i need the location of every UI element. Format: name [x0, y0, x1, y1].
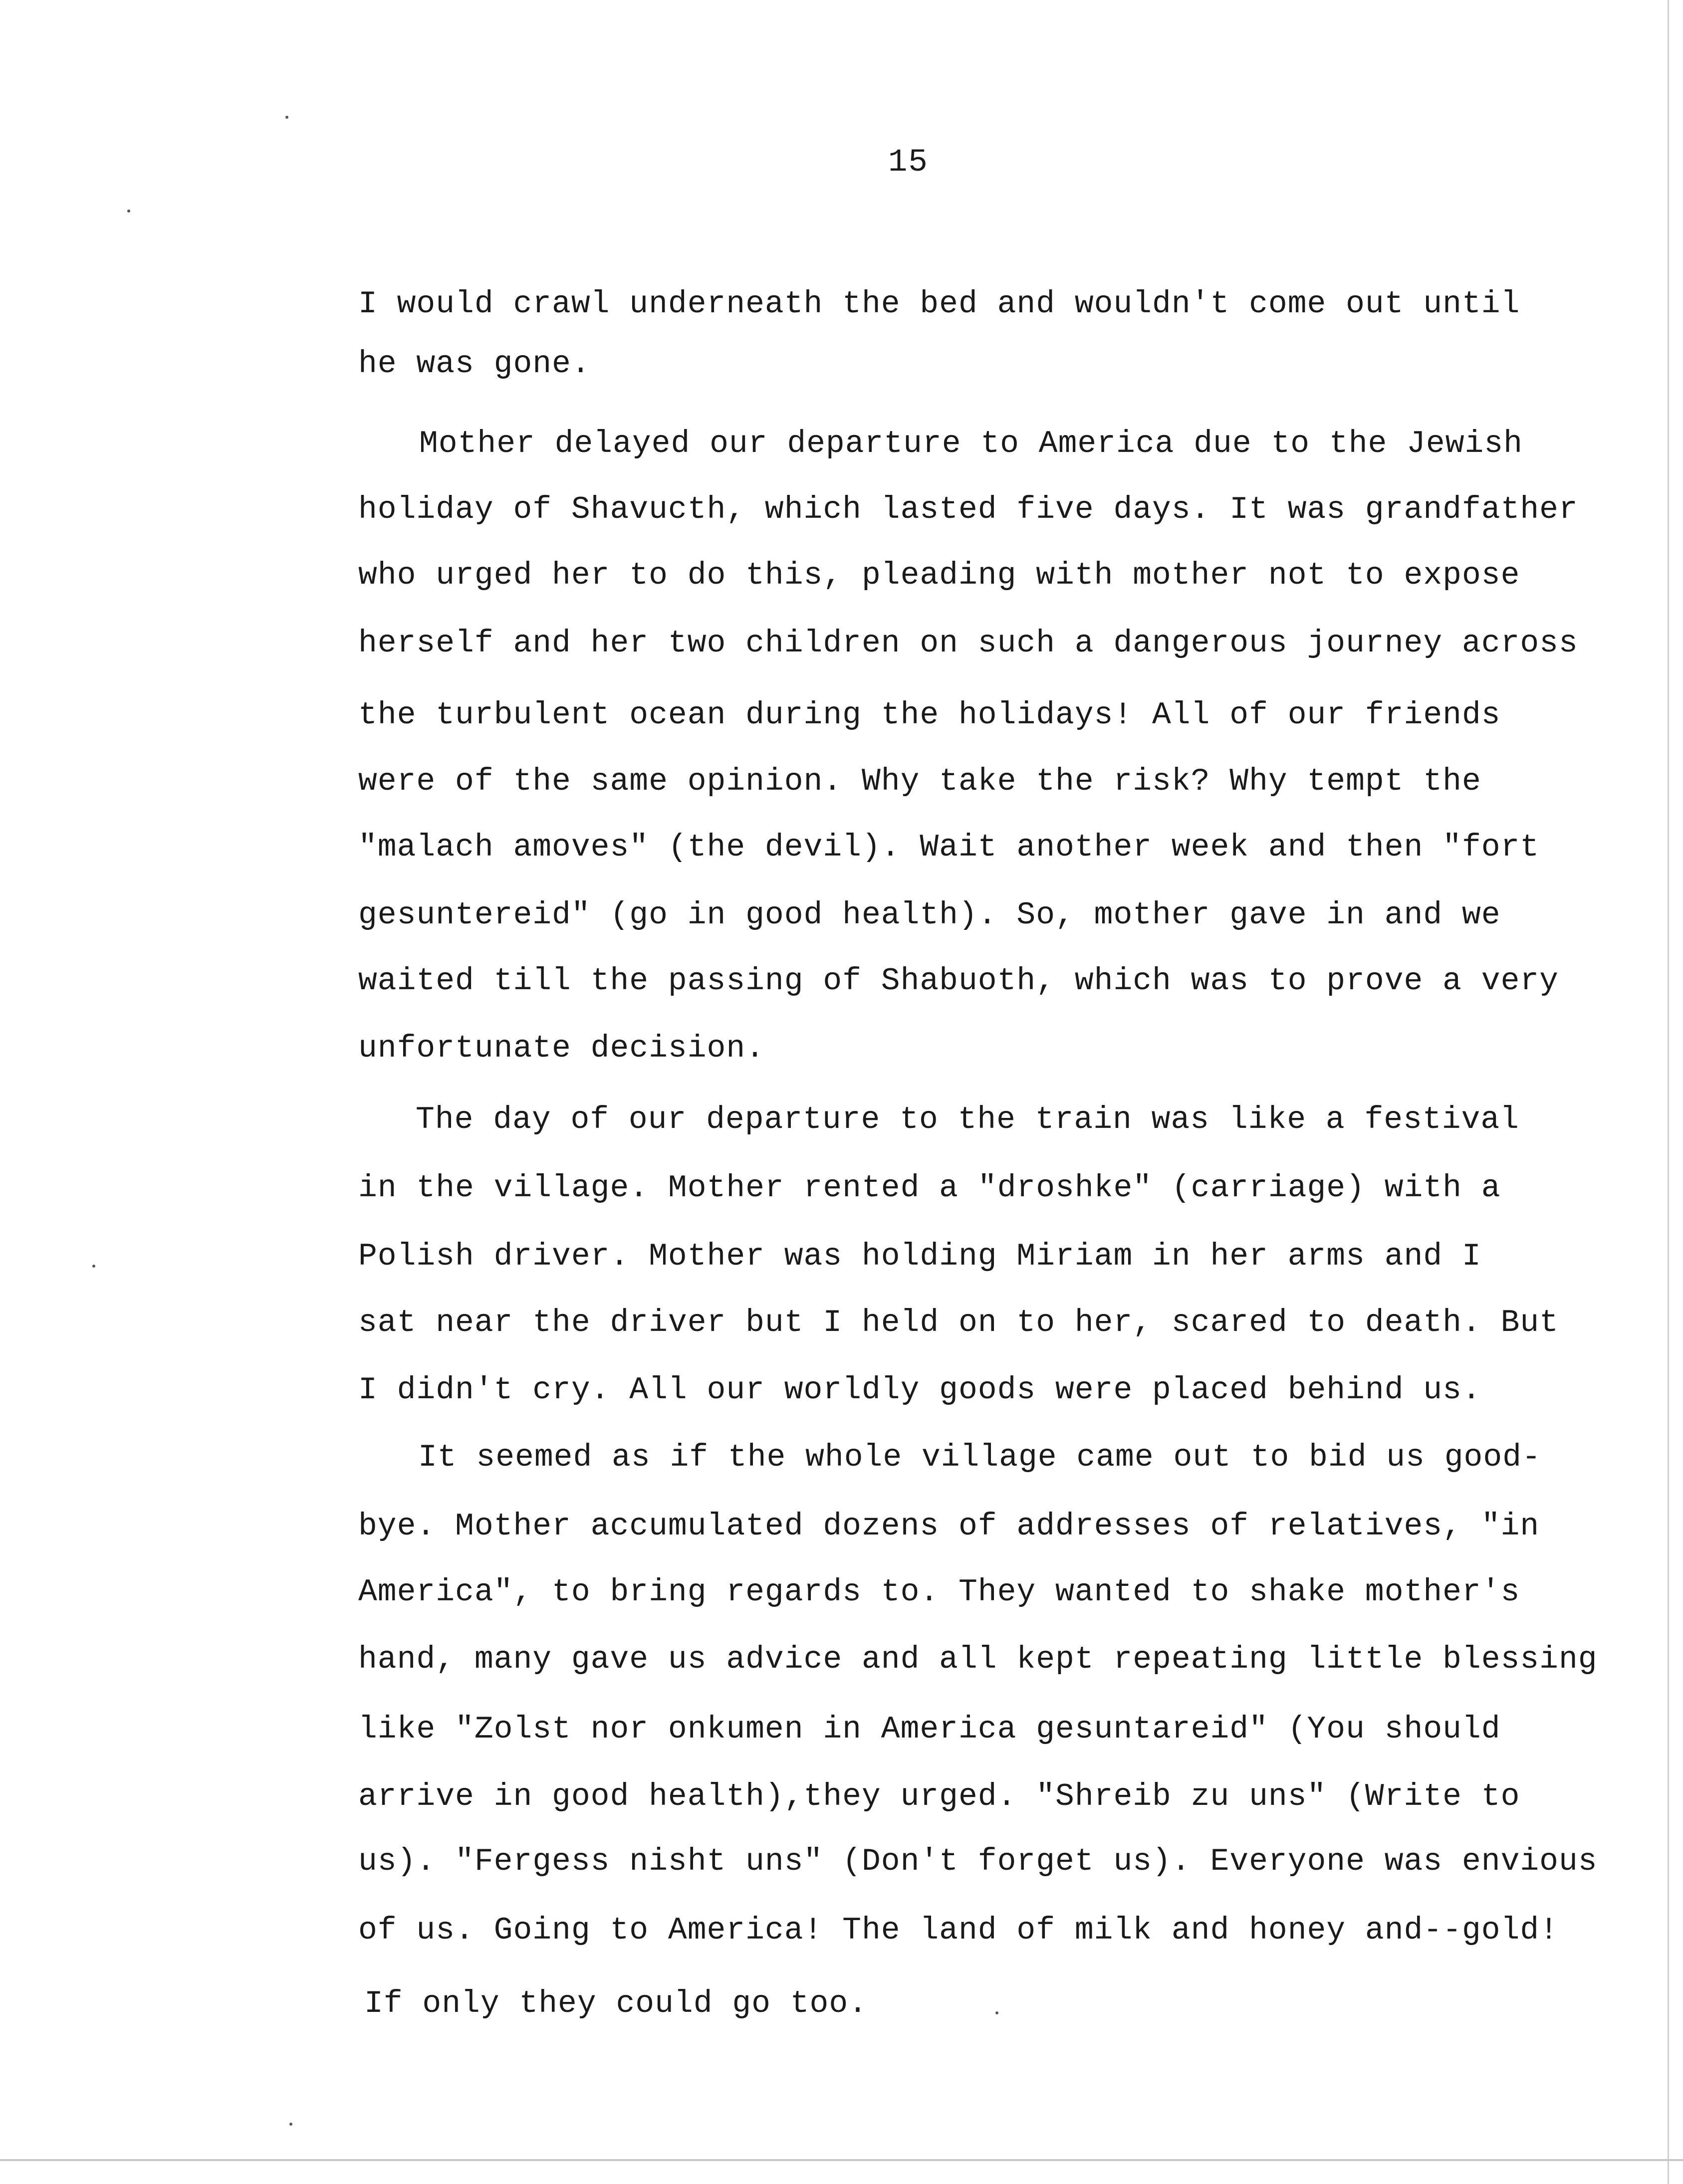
margin-speck: [92, 1265, 95, 1268]
margin-speck: [285, 116, 288, 119]
text-line: us). "Fergess nisht uns" (Don't forget us). Everyone was envious: [358, 1844, 1598, 1879]
text-line: hand, many gave us advice and all kept repeating little blessing: [358, 1642, 1598, 1677]
text-line: gesuntereid" (go in good health). So, mother gave in and we: [358, 897, 1501, 933]
page-bottom-edge: [0, 2159, 1683, 2161]
text-line: who urged her to do this, pleading with mother not to expose: [358, 558, 1520, 593]
text-line: I would crawl underneath the bed and wouldn't come out until: [358, 286, 1520, 322]
margin-speck: [289, 2123, 292, 2126]
text-line: in the village. Mother rented a "droshke" (carriage) with a: [358, 1170, 1501, 1206]
text-line: If only they could go too.: [364, 1986, 868, 2021]
text-line: The day of our departure to the train was like a festival: [416, 1102, 1519, 1137]
text-line: bye. Mother accumulated dozens of addresses of relatives, "in: [358, 1509, 1540, 1544]
text-line: the turbulent ocean during the holidays! All of our friends: [358, 697, 1501, 733]
text-line: arrive in good health),they urged. "Shreib zu uns" (Write to: [358, 1779, 1520, 1814]
text-line: of us. Going to America! The land of milk and honey and--gold!: [358, 1913, 1559, 1948]
text-line: "malach amoves" (the devil). Wait another week and then "fort: [358, 830, 1540, 865]
text-line: waited till the passing of Shabuoth, which was to prove a very: [358, 963, 1559, 999]
page-right-edge: [1668, 0, 1669, 2184]
text-line: America", to bring regards to. They wanted to shake mother's: [358, 1574, 1520, 1610]
margin-speck: [995, 2011, 998, 2014]
page-number: 15: [888, 145, 929, 181]
margin-speck: [127, 210, 130, 213]
text-line: Polish driver. Mother was holding Miriam in her arms and I: [358, 1239, 1481, 1274]
text-line: sat near the driver but I held on to her, scared to death. But: [358, 1305, 1559, 1340]
text-line: holiday of Shavucth, which lasted five days. It was grandfather: [358, 492, 1578, 527]
text-line: like "Zolst nor onkumen in America gesuntareid" (You should: [358, 1712, 1501, 1747]
text-line: herself and her two children on such a dangerous journey across: [358, 626, 1578, 661]
text-line: were of the same opinion. Why take the risk? Why tempt the: [358, 764, 1481, 799]
text-line: unfortunate decision.: [358, 1031, 765, 1066]
text-line: I didn't cry. All our worldly goods were placed behind us.: [358, 1372, 1481, 1408]
text-line: It seemed as if the whole village came out to bid us good-: [418, 1440, 1541, 1475]
text-line: Mother delayed our departure to America due to the Jewish: [419, 426, 1523, 461]
text-line: he was gone.: [358, 346, 591, 382]
